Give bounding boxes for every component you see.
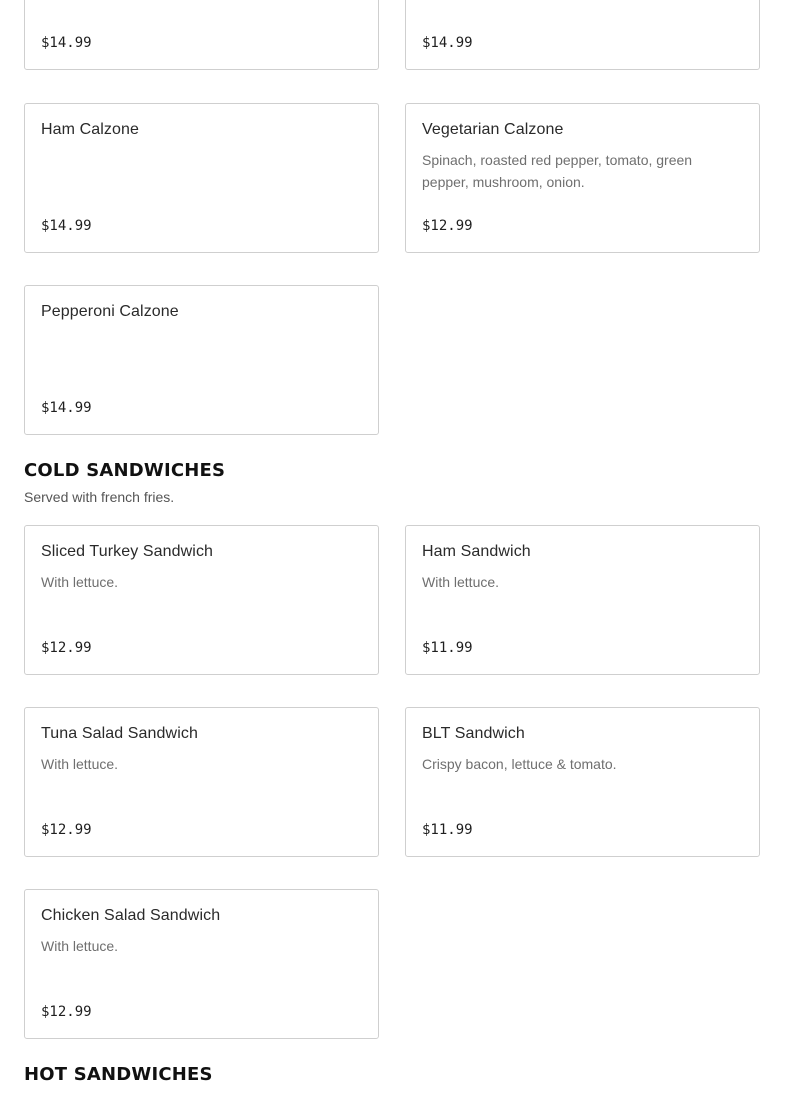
menu-item-name: Ham Sandwich	[422, 543, 531, 560]
menu-item-description: Spinach, roasted red pepper, tomato, green pepper, mushroom, onion.	[422, 152, 693, 190]
menu-item-card[interactable]	[405, 707, 760, 857]
menu-item-description: With lettuce.	[41, 756, 119, 772]
section-title: COLD SANDWICHES	[24, 460, 226, 481]
menu-item-name: Pepperoni Calzone	[41, 303, 179, 320]
section-subtitle: Served with french fries.	[24, 489, 175, 505]
menu-item-price: $14.99	[41, 218, 92, 234]
menu-item-card[interactable]	[24, 103, 379, 253]
menu-item-name: Ham Calzone	[41, 121, 140, 138]
menu-item-card[interactable]	[24, 0, 379, 70]
menu-item-price: $14.99	[422, 35, 473, 51]
menu-item-price: $12.99	[422, 218, 473, 234]
menu-item-card[interactable]	[24, 707, 379, 857]
menu-item-price: $11.99	[422, 640, 473, 656]
menu-item-name: Vegetarian Calzone	[422, 121, 564, 138]
menu-item-name: Chicken Salad Sandwich	[41, 907, 221, 924]
menu-item-name: BLT Sandwich	[422, 725, 525, 742]
menu-item-card[interactable]	[405, 103, 760, 253]
menu-item-price: $11.99	[422, 822, 473, 838]
section-title: HOT SANDWICHES	[24, 1064, 213, 1085]
menu-item-description: Crispy bacon, lettuce & tomato.	[422, 756, 617, 772]
menu-item-description: With lettuce.	[41, 574, 119, 590]
menu-item-card[interactable]	[24, 525, 379, 675]
menu-item-price: $14.99	[41, 400, 92, 416]
menu-item-card[interactable]	[405, 0, 760, 70]
menu-item-description: With lettuce.	[422, 574, 500, 590]
menu-item-name: Sliced Turkey Sandwich	[41, 543, 214, 560]
menu-item-price: $12.99	[41, 1004, 92, 1020]
menu-item-card[interactable]	[24, 889, 379, 1039]
menu-item-description: With lettuce.	[41, 938, 119, 954]
menu-item-price: $12.99	[41, 640, 92, 656]
menu-item-card[interactable]	[24, 285, 379, 435]
menu-item-price: $12.99	[41, 822, 92, 838]
menu-item-card[interactable]	[405, 525, 760, 675]
menu-item-price: $14.99	[41, 35, 92, 51]
menu-item-name: Tuna Salad Sandwich	[41, 725, 198, 742]
